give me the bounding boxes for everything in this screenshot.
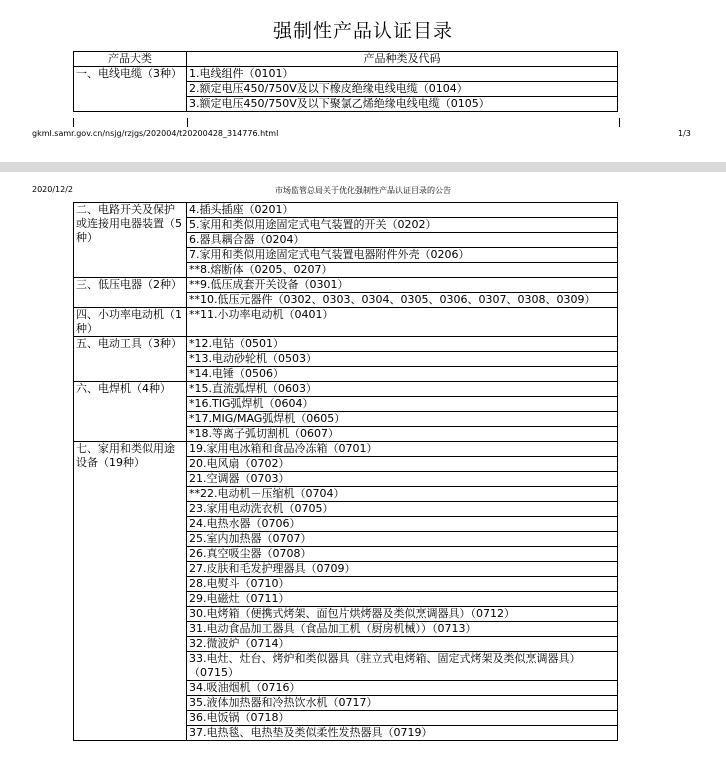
item-cell: 30.电烤箱（便携式烤架、面包片烘烤器及类似烹调器具）（0712）	[187, 607, 618, 622]
document-page-1	[0, 0, 726, 162]
item-cell: 1.电线组件（0101）	[187, 67, 618, 82]
item-cell: 27.皮肤和毛发护理器具（0709）	[187, 562, 618, 577]
print-date: 2020/12/2	[32, 185, 74, 194]
item-cell: *18.等离子弧切割机（0607）	[187, 427, 618, 442]
item-cell: 3.额定电压450/750V及以下聚氯乙烯绝缘电线电缆（0105）	[187, 97, 618, 112]
table-row	[74, 278, 618, 293]
item-cell: 19.家用电冰箱和食品冷冻箱（0701）	[187, 442, 618, 457]
item-cell: *13.电动砂轮机（0503）	[187, 352, 618, 367]
item-cell: 33.电灶、灶台、烤炉和类似器具（驻立式电烤箱、固定式烤架及类似烹调器具）（0715）	[187, 652, 618, 681]
category-cell: 一、电线电缆（3种）	[74, 67, 187, 112]
table-row	[74, 203, 618, 218]
item-cell: 37.电热毯、电热垫及类似柔性发热器具（0719）	[187, 726, 618, 741]
item-cell: 28.电熨斗（0710）	[187, 577, 618, 592]
item-cell: **9.低压成套开关设备（0301）	[187, 278, 618, 293]
category-cell: 三、低压电器（2种）	[74, 278, 187, 308]
item-cell: 34.吸油烟机（0716）	[187, 681, 618, 696]
catalog-table-page-2	[73, 202, 618, 741]
item-cell: 6.器具耦合器（0204）	[187, 233, 618, 248]
item-cell: **8.熔断体（0205、0207）	[187, 263, 618, 278]
item-cell: **11.小功率电动机（0401）	[187, 308, 618, 337]
item-cell: **10.低压元器件（0302、0303、0304、0305、0306、0307、0308、0309）	[187, 293, 618, 308]
item-cell: 2.额定电压450/750V及以下橡皮绝缘电线电缆（0104）	[187, 82, 618, 97]
document-title: 强制性产品认证目录	[272, 20, 453, 42]
item-cell: 5.家用和类似用途固定式电气装置的开关（0202）	[187, 218, 618, 233]
table-row	[74, 442, 618, 457]
item-cell: **22.电动机－压缩机（0704）	[187, 487, 618, 502]
table-header-row	[74, 52, 618, 67]
category-cell: 七、家用和类似用途设备（19种）	[74, 442, 187, 741]
item-cell: 4.插头插座（0201）	[187, 203, 618, 218]
item-cell: *12.电钻（0501）	[187, 337, 618, 352]
category-cell: 五、电动工具（3种）	[74, 337, 187, 382]
category-cell: 四、小功率电动机（1种）	[74, 308, 187, 337]
table-row	[74, 337, 618, 352]
category-cell: 六、电焊机（4种）	[74, 382, 187, 442]
item-cell: 35.液体加热器和冷热饮水机（0717）	[187, 696, 618, 711]
item-cell: 29.电磁灶（0711）	[187, 592, 618, 607]
item-cell: *15.直流弧焊机（0603）	[187, 382, 618, 397]
header-category: 产品大类	[74, 52, 187, 67]
catalog-table-page-1	[73, 51, 618, 112]
page-header: 市场监管总局关于优化强制性产品认证目录的公告	[275, 186, 451, 195]
item-cell: *17.MIG/MAG弧焊机（0605）	[187, 412, 618, 427]
table-row	[74, 308, 618, 337]
category-cell: 二、电路开关及保护或连接用电器装置（5种）	[74, 203, 187, 278]
item-cell: 26.真空吸尘器（0708）	[187, 547, 618, 562]
table-row	[74, 67, 618, 82]
item-cell: 36.电饭锅（0718）	[187, 711, 618, 726]
item-cell: 21.空调器（0703）	[187, 472, 618, 487]
table-row	[74, 382, 618, 397]
item-cell: 31.电动食品加工器具（食品加工机（厨房机械））（0713）	[187, 622, 618, 637]
item-cell: 32.微波炉（0714）	[187, 637, 618, 652]
table-continuation	[73, 118, 620, 127]
header-items: 产品种类及代码	[187, 52, 618, 67]
page-number: 1/3	[678, 129, 691, 138]
item-cell: 24.电热水器（0706）	[187, 517, 618, 532]
item-cell: 23.家用电动洗衣机（0705）	[187, 502, 618, 517]
page-url: gkml.samr.gov.cn/nsjg/rzjgs/202004/t20200428_314776.html	[32, 129, 279, 138]
item-cell: 20.电风扇（0702）	[187, 457, 618, 472]
item-cell: 25.室内加热器（0707）	[187, 532, 618, 547]
item-cell: *14.电锤（0506）	[187, 367, 618, 382]
item-cell: *16.TIG弧焊机（0604）	[187, 397, 618, 412]
item-cell: 7.家用和类似用途固定式电气装置电器附件外壳（0206）	[187, 248, 618, 263]
